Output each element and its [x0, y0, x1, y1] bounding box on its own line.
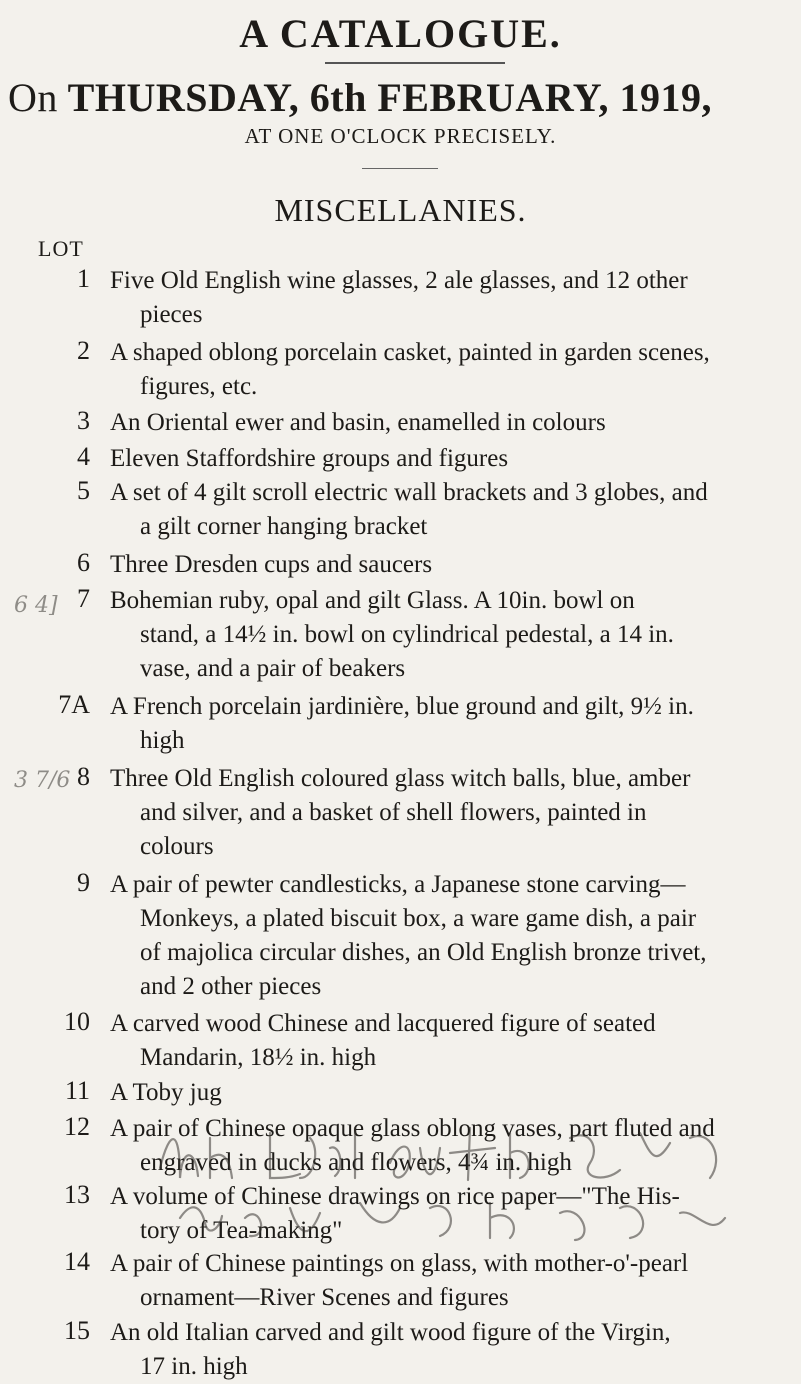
- lot-description-line: high: [140, 727, 185, 754]
- lot-description-line: Eleven Staffordshire groups and figures: [110, 445, 509, 472]
- lot-description: [110, 264, 785, 332]
- lot-description: [110, 1076, 785, 1110]
- lot-description: [110, 1247, 785, 1315]
- lot-description: [110, 762, 785, 864]
- lot-number: 1: [77, 264, 90, 293]
- lot-description: [110, 476, 785, 544]
- lot-description-line: Bohemian ruby, opal and gilt Glass. A 10in. bowl on: [110, 587, 635, 614]
- lot-description: [110, 1007, 785, 1075]
- lot-description: [110, 868, 785, 1004]
- lot-description-line: engraved in ducks and flowers, 4¾ in. high: [140, 1149, 572, 1176]
- lot-number: 7A: [58, 690, 90, 719]
- lot-description: [110, 548, 785, 582]
- lot-column-label: LOT: [38, 236, 84, 261]
- margin-annotation: 6 4]: [14, 593, 58, 618]
- lot-number: 3: [77, 406, 90, 435]
- lot-description-line: A French porcelain jardinière, blue ground and gilt, 9½ in.: [110, 693, 694, 720]
- lot-description-line: and 2 other pieces: [140, 973, 322, 1000]
- lot-description-line: a gilt corner hanging bracket: [140, 513, 428, 540]
- lot-description-line: 17 in. high: [140, 1353, 248, 1380]
- lot-description-line: of majolica circular dishes, an Old English bronze trivet,: [140, 939, 707, 966]
- sale-date: [8, 74, 798, 121]
- handwritten-note: [150, 1108, 780, 1252]
- lot-description-line: Five Old English wine glasses, 2 ale glasses, and 12 other: [110, 267, 688, 294]
- lot-number: 7: [77, 584, 90, 613]
- lot-number: 4: [77, 442, 90, 471]
- time-divider: [362, 168, 438, 169]
- lot-description-line: vase, and a pair of beakers: [140, 655, 406, 682]
- lot-description-line: Mandarin, 18½ in. high: [140, 1044, 377, 1071]
- lot-description-line: stand, a 14½ in. bowl on cylindrical pedestal, a 14 in.: [140, 621, 674, 648]
- lot-description-line: A pair of Chinese paintings on glass, with mother-o'-pearl: [110, 1250, 689, 1277]
- lot-description-line: A Toby jug: [110, 1079, 222, 1106]
- title-divider: [325, 62, 505, 64]
- lot-number: 8: [77, 762, 90, 791]
- lot-description-line: A pair of Chinese opaque glass oblong vases, part fluted and: [110, 1115, 715, 1142]
- lot-description-line: ornament—River Scenes and figures: [140, 1284, 509, 1311]
- catalogue-title: A CATALOGUE.: [239, 11, 562, 56]
- margin-annotation: 3 7/6: [14, 768, 71, 793]
- lot-number: 6: [77, 548, 90, 577]
- sale-date-text: THURSDAY, 6th FEBRUARY, 1919,: [67, 75, 713, 120]
- lot-number: 9: [77, 868, 90, 897]
- lot-description: [110, 584, 785, 686]
- lot-number: 12: [64, 1112, 90, 1141]
- lot-description-line: pieces: [140, 301, 203, 328]
- sale-time: AT ONE O'CLOCK PRECISELY.: [244, 124, 557, 148]
- lot-description-line: Monkeys, a plated biscuit box, a ware game dish, a pair: [140, 905, 697, 932]
- section-title: MISCELLANIES.: [274, 192, 527, 228]
- sale-date-prefix: On: [8, 75, 58, 120]
- lot-description-line: A pair of pewter candlesticks, a Japanese stone carving—: [110, 871, 686, 898]
- lot-number: 13: [64, 1180, 90, 1209]
- lot-number: 14: [64, 1247, 90, 1276]
- lot-description-line: An Oriental ewer and basin, enamelled in colours: [110, 409, 606, 436]
- lot-number: 5: [77, 476, 90, 505]
- lot-description: [110, 406, 785, 440]
- lot-number: 10: [64, 1007, 90, 1036]
- lot-description-line: Three Old English coloured glass witch balls, blue, amber: [110, 765, 691, 792]
- lot-number: 11: [64, 1076, 90, 1105]
- lot-description-line: A volume of Chinese drawings on rice paper—"The His-: [110, 1183, 680, 1210]
- lot-description-line: and silver, and a basket of shell flowers, painted in: [140, 799, 647, 826]
- lot-description: [110, 690, 785, 758]
- lot-number: 2: [77, 336, 90, 365]
- lot-description-line: A shaped oblong porcelain casket, painted in garden scenes,: [110, 339, 710, 366]
- lot-description-line: tory of Tea-making": [140, 1217, 343, 1244]
- lot-number: 15: [64, 1316, 90, 1345]
- lot-description-line: Three Dresden cups and saucers: [110, 551, 433, 578]
- lot-description-line: An old Italian carved and gilt wood figure of the Virgin,: [110, 1319, 671, 1346]
- lot-description: [110, 1316, 785, 1384]
- lot-description-line: figures, etc.: [140, 373, 258, 400]
- lot-description-line: A set of 4 gilt scroll electric wall brackets and 3 globes, and: [110, 479, 708, 506]
- lot-description: [110, 442, 785, 476]
- lot-description: [110, 336, 785, 404]
- lot-description-line: A carved wood Chinese and lacquered figure of seated: [110, 1010, 656, 1037]
- lot-description-line: colours: [140, 833, 214, 860]
